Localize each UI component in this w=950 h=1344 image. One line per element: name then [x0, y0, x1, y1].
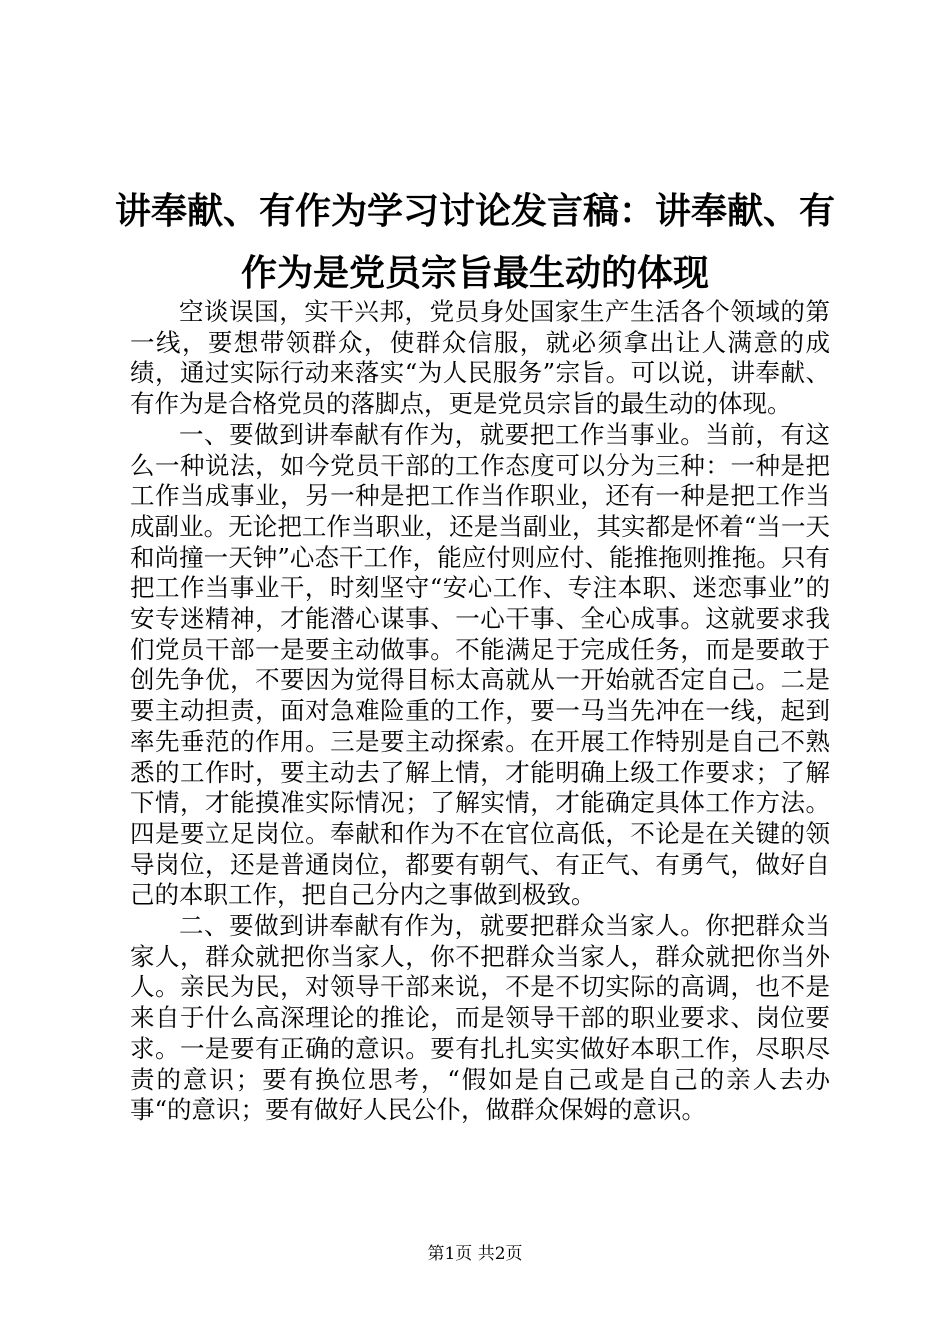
paragraph-section-2: 二、要做到讲奉献有作为，就要把群众当家人。你把群众当家人，群众就把你当家人，你不把群众当家人，群众就把你当外人。亲民为民，对领导干部来说，不是不切实际的高调，也不是来自于什么高深理论的推论，而是领导干部的职业要求、岗位要求。一是要有正确的意识。要有扎扎实实做好本职工作，尽职尽责的意识；要有换位思考，“假如是自己或是自己的亲人去办事“的意识；要有做好人民公仆，做群众保姆的意识。 [130, 911, 830, 1125]
title-line-1: 讲奉献、有作为学习讨论发言稿：讲奉献、有 [114, 190, 835, 232]
paragraph-section-1: 一、要做到讲奉献有作为，就要把工作当事业。当前，有这么一种说法，如今党员干部的工作态度可以分为三种：一种是把工作当成事业，另一种是把工作当作职业，还有一种是把工作当成副业。无论把工作当职业，还是当副业，其实都是怀着“当一天和尚撞一天钟”心态干工作，能应付则应付、能推拖则推拖。只有把工作当事业干，时刻坚守“安心工作、专注本职、迷恋事业”的安专迷精神，才能潜心谋事、一心干事、全心成事。这就要求我们党员干部一是要主动做事。不能满足于完成任务，而是要敢于创先争优，不要因为觉得目标太高就从一开始就否定自己。二是要主动担责，面对急难险重的工作，要一马当先冲在一线，起到率先垂范的作用。三是要主动探索。在开展工作特别是自己不熟悉的工作时，要主动去了解上情，才能明确上级工作要求；了解下情，才能摸准实际情况；了解实情，才能确定具体工作方法。四是要立足岗位。奉献和作为不在官位高低，不论是在关键的领导岗位，还是普通岗位，都要有朝气、有正气、有勇气，做好自己的本职工作，把自己分内之事做到极致。 [130, 419, 830, 910]
document-body [130, 297, 830, 1126]
title-line-2: 作为是党员宗旨最生动的体现 [240, 252, 709, 294]
page-footer: 第1页 共2页 [427, 1244, 523, 1264]
paragraph-intro: 空谈误国，实干兴邦，党员身处国家生产生活各个领域的第一线，要想带领群众，使群众信服，就必须拿出让人满意的成绩，通过实际行动来落实“为人民服务”宗旨。可以说，讲奉献、有作为是合格党员的落脚点，更是党员宗旨的最生动的体现。 [130, 297, 830, 419]
page-title [110, 180, 840, 304]
